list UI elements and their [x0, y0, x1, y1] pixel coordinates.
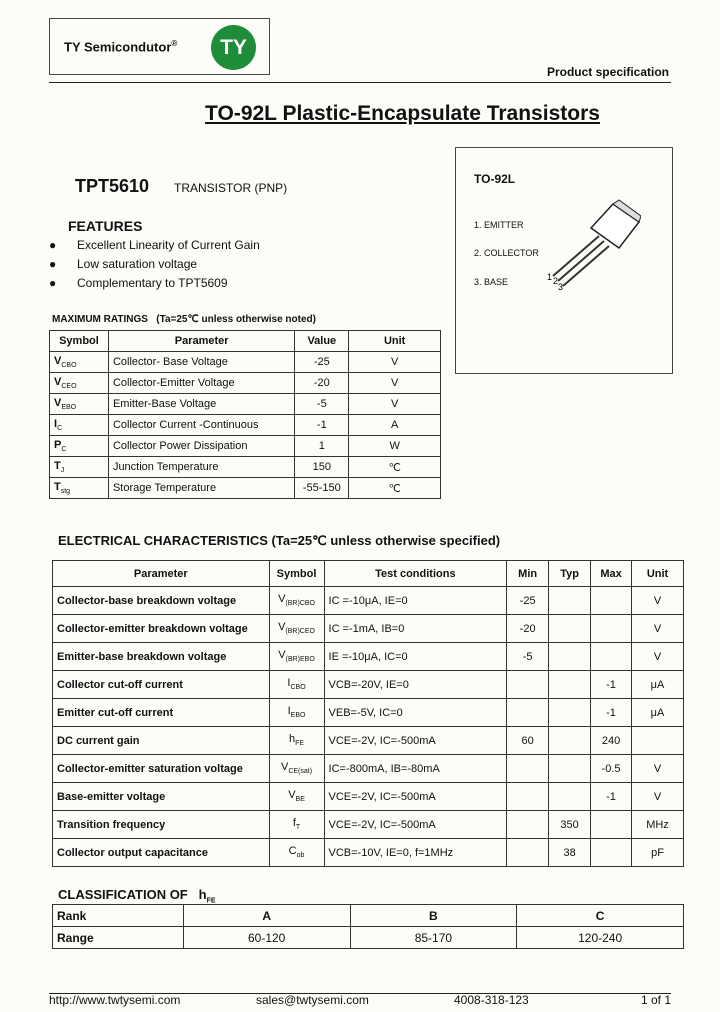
- value-cell: 150: [295, 457, 349, 478]
- bullet-icon: ●: [49, 238, 57, 252]
- rank-value: B: [350, 905, 517, 927]
- unit-cell: μA: [632, 671, 684, 699]
- page-title: TO-92L Plastic-Encapsulate Transistors: [205, 102, 600, 125]
- min-cell: [507, 671, 549, 699]
- value-cell: -55-150: [295, 478, 349, 499]
- min-cell: -5: [507, 643, 549, 671]
- max-cell: -1: [591, 671, 632, 699]
- symbol-cell: $V_{CEO}$: [50, 373, 109, 394]
- table-row: [50, 394, 441, 415]
- typ-cell: 38: [549, 839, 591, 867]
- pin-2-label: 2. COLLECTOR: [474, 248, 539, 258]
- parameter-cell: DC current gain: [53, 727, 270, 755]
- parameter-cell: Collector-Emitter Voltage: [108, 373, 294, 394]
- symbol-cell: $V_{(BR)EBO}$: [269, 643, 324, 671]
- parameter-cell: Emitter-Base Voltage: [108, 394, 294, 415]
- min-cell: -25: [507, 587, 549, 615]
- condition-cell: IC =-10μA, IE=0: [324, 587, 507, 615]
- unit-cell: ℃: [349, 478, 441, 499]
- typ-cell: [549, 727, 591, 755]
- parameter-cell: Emitter-base breakdown voltage: [53, 643, 270, 671]
- brand-name: TY Semicondutor®: [64, 39, 178, 55]
- max-cell: [591, 587, 632, 615]
- value-cell: 1: [295, 436, 349, 457]
- unit-cell: V: [632, 615, 684, 643]
- electrical-table: [52, 560, 684, 867]
- range-value: 120-240: [517, 927, 684, 949]
- parameter-cell: Storage Temperature: [108, 478, 294, 499]
- unit-cell: V: [632, 783, 684, 811]
- symbol-cell: $V_{(BR)CEO}$: [269, 615, 324, 643]
- col-header: Min: [507, 561, 549, 587]
- max-ratings-table: [49, 330, 441, 499]
- parameter-cell: Collector-base breakdown voltage: [53, 587, 270, 615]
- value-cell: -25: [295, 352, 349, 373]
- feature-item: ● Low saturation voltage: [49, 257, 198, 271]
- symbol-cell: $I_{CBO}$: [269, 671, 324, 699]
- typ-cell: [549, 783, 591, 811]
- pin-number-3: 3: [558, 282, 564, 292]
- symbol-cell: $C_{ob}$: [269, 839, 324, 867]
- parameter-cell: Collector output capacitance: [53, 839, 270, 867]
- symbol-cell: $V_{BE}$: [269, 783, 324, 811]
- package-name: TO-92L: [474, 172, 516, 186]
- value-cell: -5: [295, 394, 349, 415]
- unit-cell: W: [349, 436, 441, 457]
- min-cell: [507, 699, 549, 727]
- typ-cell: [549, 587, 591, 615]
- typ-cell: [549, 615, 591, 643]
- col-header: Parameter: [53, 561, 270, 587]
- footer-phone: 4008-318-123: [454, 993, 529, 1007]
- pin-1-label: 1. EMITTER: [474, 220, 524, 230]
- symbol-cell: $V_{(BR)CBO}$: [269, 587, 324, 615]
- symbol-cell: $T_{stg}$: [50, 478, 109, 499]
- min-cell: 60: [507, 727, 549, 755]
- page-number: 1 of 1: [640, 993, 671, 1007]
- range-label: Range: [53, 927, 184, 949]
- parameter-cell: Collector- Base Voltage: [108, 352, 294, 373]
- condition-cell: IC=-800mA, IB=-80mA: [324, 755, 507, 783]
- typ-cell: [549, 643, 591, 671]
- parameter-cell: Junction Temperature: [108, 457, 294, 478]
- unit-cell: MHz: [632, 811, 684, 839]
- unit-cell: V: [349, 352, 441, 373]
- value-cell: -1: [295, 415, 349, 436]
- min-cell: -20: [507, 615, 549, 643]
- table-row: [53, 587, 684, 615]
- col-header: Value: [295, 331, 349, 352]
- unit-cell: μA: [632, 699, 684, 727]
- part-type: TRANSISTOR (PNP): [174, 181, 288, 195]
- symbol-cell: $V_{CBO}$: [50, 352, 109, 373]
- bullet-icon: ●: [49, 257, 57, 271]
- col-header: Unit: [632, 561, 684, 587]
- parameter-cell: Collector-emitter saturation voltage: [53, 755, 270, 783]
- unit-cell: V: [632, 587, 684, 615]
- col-header: Unit: [349, 331, 441, 352]
- table-row: [50, 373, 441, 394]
- symbol-cell: $f_T$: [269, 811, 324, 839]
- registered-mark: ®: [171, 39, 178, 48]
- symbol-cell: $T_J$: [50, 457, 109, 478]
- table-row: [53, 811, 684, 839]
- table-row: [50, 352, 441, 373]
- features-heading: FEATURES: [68, 218, 143, 234]
- condition-cell: IE =-10μA, IC=0: [324, 643, 507, 671]
- transistor-package-icon: [541, 196, 641, 296]
- condition-cell: VCE=-2V, IC=-500mA: [324, 811, 507, 839]
- footer-website-link[interactable]: http://www.twtysemi.com: [49, 993, 181, 1007]
- condition-cell: IC =-1mA, IB=0: [324, 615, 507, 643]
- table-row: [53, 783, 684, 811]
- table-row: [53, 699, 684, 727]
- pin-3-label: 3. BASE: [474, 277, 509, 287]
- bullet-icon: ●: [49, 276, 57, 290]
- table-row: [50, 415, 441, 436]
- typ-cell: [549, 671, 591, 699]
- max-cell: -1: [591, 699, 632, 727]
- condition-cell: VEB=-5V, IC=0: [324, 699, 507, 727]
- table-row: [50, 457, 441, 478]
- unit-cell: V: [632, 643, 684, 671]
- rank-label: Rank: [53, 905, 184, 927]
- symbol-cell: $P_C$: [50, 436, 109, 457]
- value-cell: -20: [295, 373, 349, 394]
- pin-number-1: 1: [547, 272, 553, 282]
- parameter-cell: Collector-emitter breakdown voltage: [53, 615, 270, 643]
- feature-item: ● Complementary to TPT5609: [49, 276, 228, 290]
- max-cell: [591, 839, 632, 867]
- package-diagram-box: [455, 147, 673, 374]
- table-row: [53, 615, 684, 643]
- electrical-heading: ELECTRICAL CHARACTERISTICS (Ta=25℃ unless otherwise specified): [58, 533, 501, 548]
- condition-cell: VCE=-2V, IC=-500mA: [324, 783, 507, 811]
- parameter-cell: Base-emitter voltage: [53, 783, 270, 811]
- range-value: 60-120: [183, 927, 350, 949]
- parameter-cell: Collector cut-off current: [53, 671, 270, 699]
- max-cell: -0.5: [591, 755, 632, 783]
- table-row: [53, 839, 684, 867]
- logo-mark: TY: [211, 25, 256, 70]
- parameter-cell: Collector Power Dissipation: [108, 436, 294, 457]
- symbol-cell: $I_C$: [50, 415, 109, 436]
- unit-cell: pF: [632, 839, 684, 867]
- table-row: [50, 478, 441, 499]
- parameter-cell: Emitter cut-off current: [53, 699, 270, 727]
- header-divider: [49, 82, 671, 83]
- col-header: Symbol: [50, 331, 109, 352]
- max-cell: -1: [591, 783, 632, 811]
- unit-cell: [632, 727, 684, 755]
- rank-value: C: [517, 905, 684, 927]
- feature-item: ● Excellent Linearity of Current Gain: [49, 238, 260, 252]
- table-row: [53, 671, 684, 699]
- max-cell: [591, 811, 632, 839]
- part-number: TPT5610: [75, 176, 150, 196]
- range-value: 85-170: [350, 927, 517, 949]
- max-cell: [591, 643, 632, 671]
- max-ratings-heading: MAXIMUM RATINGS (Ta=25℃ unless otherwise noted): [52, 314, 316, 325]
- unit-cell: V: [349, 373, 441, 394]
- product-specification-label: Product specification: [546, 65, 669, 79]
- col-header: Parameter: [108, 331, 294, 352]
- classification-table: [52, 904, 684, 949]
- footer-email-link[interactable]: sales@twtysemi.com: [256, 993, 369, 1007]
- company-logo: [49, 18, 270, 75]
- table-row: [53, 727, 684, 755]
- table-row: [53, 755, 684, 783]
- unit-cell: A: [349, 415, 441, 436]
- rank-value: A: [183, 905, 350, 927]
- pin-number-2: 2: [553, 276, 559, 286]
- typ-cell: [549, 755, 591, 783]
- symbol-cell: $V_{CE(sat)}$: [269, 755, 324, 783]
- condition-cell: VCB=-20V, IE=0: [324, 671, 507, 699]
- parameter-cell: Collector Current -Continuous: [108, 415, 294, 436]
- min-cell: [507, 811, 549, 839]
- unit-cell: V: [632, 755, 684, 783]
- col-header: Symbol: [269, 561, 324, 587]
- col-header: Test conditions: [324, 561, 507, 587]
- unit-cell: ℃: [349, 457, 441, 478]
- min-cell: [507, 783, 549, 811]
- col-header: Typ: [549, 561, 591, 587]
- max-cell: 240: [591, 727, 632, 755]
- condition-cell: VCE=-2V, IC=-500mA: [324, 727, 507, 755]
- symbol-cell: $I_{EBO}$: [269, 699, 324, 727]
- condition-cell: VCB=-10V, IE=0, f=1MHz: [324, 839, 507, 867]
- unit-cell: V: [349, 394, 441, 415]
- min-cell: [507, 755, 549, 783]
- typ-cell: [549, 699, 591, 727]
- min-cell: [507, 839, 549, 867]
- symbol-cell: $V_{EBO}$: [50, 394, 109, 415]
- table-row: [50, 436, 441, 457]
- parameter-cell: Transition frequency: [53, 811, 270, 839]
- col-header: Max: [591, 561, 632, 587]
- classification-heading: CLASSIFICATION OF $h_{FE}$: [58, 887, 216, 905]
- typ-cell: 350: [549, 811, 591, 839]
- symbol-cell: $h_{FE}$: [269, 727, 324, 755]
- max-cell: [591, 615, 632, 643]
- table-row: [53, 643, 684, 671]
